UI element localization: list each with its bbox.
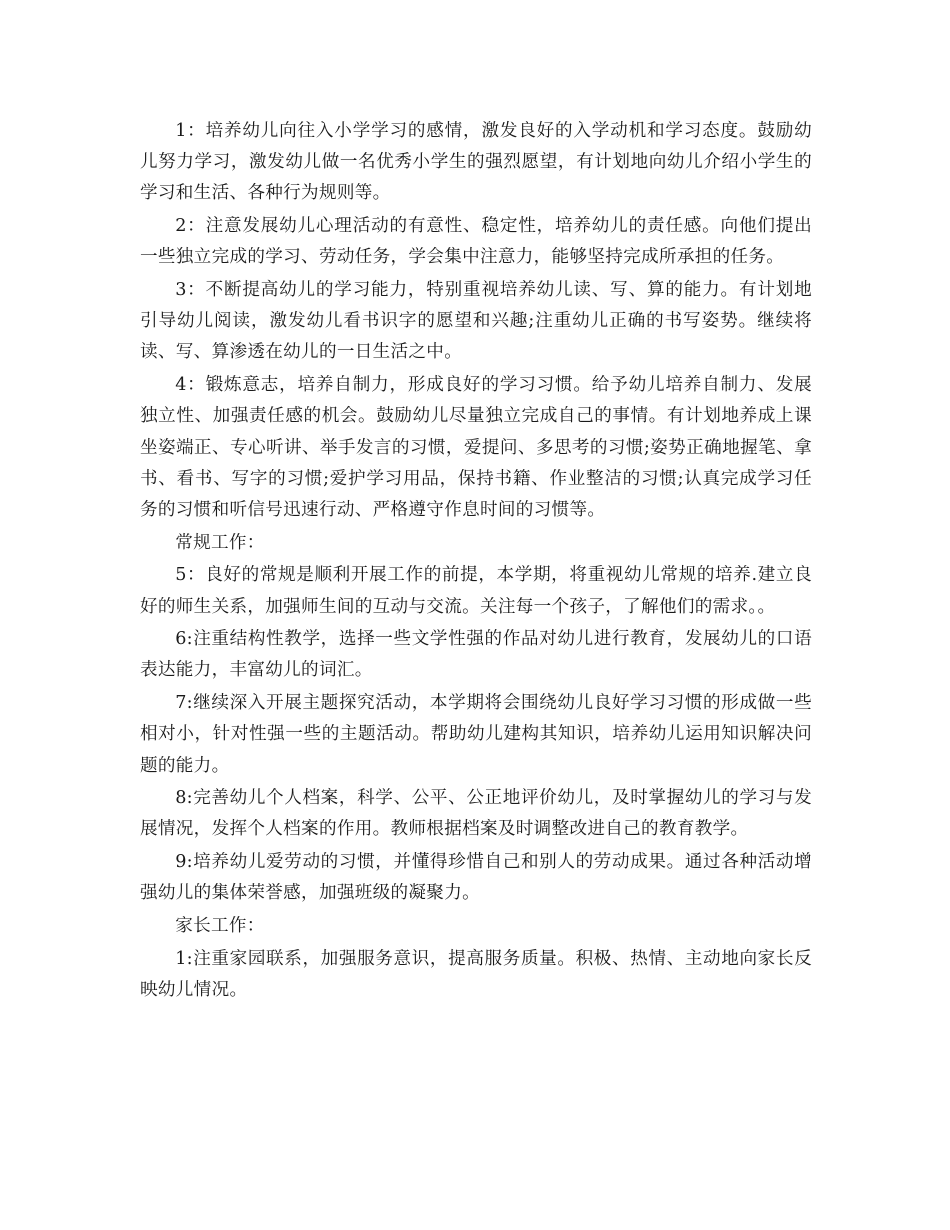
paragraph-6: 6:注重结构性教学，选择一些文学性强的作品对幼儿进行教育，发展幼儿的口语表达能力，丰富幼儿的词汇。 [140,629,812,681]
paragraph-3: 3：不断提高幼儿的学习能力，特别重视培养幼儿读、写、算的能力。有计划地引导幼儿阅读，激发幼儿看书识字的愿望和兴趣;注重幼儿正确的书写姿势。继续将读、写、算渗透在幼儿的一日生活之中。 [140,280,812,363]
section-heading-routine-work: 常规工作： [175,532,265,553]
paragraph-9: 9:培养幼儿爱劳动的习惯，并懂得珍惜自己和别人的劳动成果。通过各种活动增强幼儿的集体荣誉感，加强班级的凝聚力。 [140,852,812,904]
paragraph-8: 8:完善幼儿个人档案，科学、公平、公正地评价幼儿，及时掌握幼儿的学习与发展情况，发挥个人档案的作用。教师根据档案及时调整改进自己的教育教学。 [140,788,812,840]
paragraph-2: 2：注意发展幼儿心理活动的有意性、稳定性，培养幼儿的责任感。向他们提出一些独立完成的学习、劳动任务，学会集中注意力，能够坚持完成所承担的任务。 [140,216,812,268]
section-heading-parent-work: 家长工作： [175,916,265,937]
paragraph-7: 7:继续深入开展主题探究活动，本学期将会围绕幼儿良好学习习惯的形成做一些相对小，针对性强一些的主题活动。帮助幼儿建构其知识，培养幼儿运用知识解决问题的能力。 [140,693,812,776]
paragraph-1: 1：培养幼儿向往入小学学习的感情，激发良好的入学动机和学习态度。鼓励幼儿努力学习，激发幼儿做一名优秀小学生的强烈愿望，有计划地向幼儿介绍小学生的学习和生活、各种行为规则等。 [140,121,812,204]
paragraph-5: 5：良好的常规是顺利开展工作的前提，本学期，将重视幼儿常规的培养.建立良好的师生关系，加强师生间的互动与交流。关注每一个孩子，了解他们的需求。。 [140,565,812,617]
document-body [140,116,812,1008]
paragraph-4: 4：锻炼意志，培养自制力，形成良好的学习习惯。给予幼儿培养自制力、发展独立性、加强责任感的机会。鼓励幼儿尽量独立完成自己的事情。有计划地养成上课坐姿端正、专心听讲、举手发言的习惯，爱提问、多思考的习惯;姿势正确地握笔、拿书、看书、写字的习惯;爱护学习用品，保持书籍、作业整洁的习惯;认真完成学习任务的习惯和听信号迅速行动、严格遵守作息时间的习惯等。 [140,375,812,520]
paragraph-parent-1: 1:注重家园联系，加强服务意识，提高服务质量。积极、热情、主动地向家长反映幼儿情况。 [140,948,812,1000]
